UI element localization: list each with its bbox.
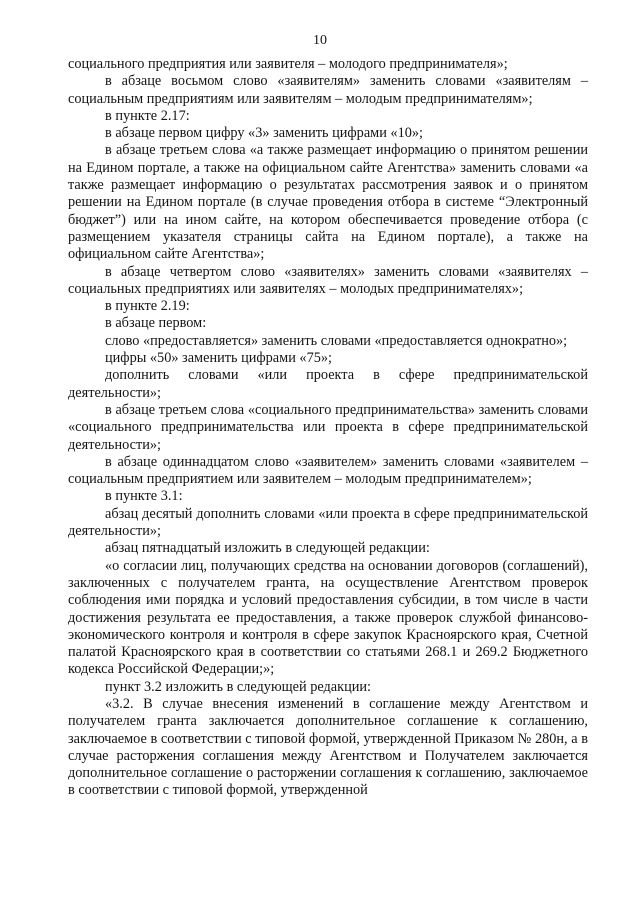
paragraph: социального предприятия или заявителя – молодого предпринимателя»; [68,56,508,72]
paragraph: дополнить словами «или проекта в сфере предпринимательской деятельности»; [68,367,588,401]
paragraph: в абзаце первом цифру «3» заменить цифрами «10»; [105,125,424,142]
paragraph: абзац пятнадцатый изложить в следующей редакции: [105,540,430,557]
paragraph: слово «предоставляется» заменить словами «предоставляется однократно»; [105,332,568,349]
paragraph: в абзаце третьем слова «а также размещает информацию о принятом решении на Едином портале, а также на официальном сайте Агентства» заменить словами «а также размещает информацию о результатах рассмотрения заявок и о принятом решении на Едином портале (в случае проведения отбора в системе “Электронный бюджет”) или на ином сайте, на котором обеспечивается проведение отбора (с размещением указателя страницы сайта на Едином портале), а также на официальном сайте Агентства»; [68,142,588,263]
paragraph: в абзаце одиннадцатом слово «заявителем» заменить словами «заявителем – социальным предприятием или заявителем – молодым предпринимателем»; [68,453,588,488]
paragraph: в пункте 2.19: [105,298,190,315]
paragraph: «3.2. В случае внесения изменений в соглашение между Агентством и получателем гранта заключается дополнительное соглашение к соглашению, заключаемое в соответствии с типовой формой, утвержденной Приказом № 280н, а в случае расторжения соглашения между Агентством и Получателем заключается дополнительное соглашение о расторжении соглашения к соглашению, заключаемое в соответствии с типовой формой, утвержденной [68,695,588,799]
paragraph: пункт 3.2 изложить в следующей редакции: [105,678,372,695]
paragraph: в абзаце четвертом слово «заявителях» заменить словами «заявителях – социальных предприятиях или заявителях – молодых предпринимателях»; [68,263,588,297]
paragraph: в пункте 3.1: [105,488,183,505]
paragraph: в пункте 2.17: [105,107,190,124]
paragraph: «о согласии лиц, получающих средства на основании договоров (соглашений), заключенных с получателем гранта, на осуществление Агентством проверок соблюдения ими порядка и условий предоставления субсидии, в том числе в части достижения результата ее предоставления, а также проверок службой финансово-экономического контроля и контроля в сфере закупок Красноярского края, Счетной палатой Красноярского края в соответствии со статьями 268.1 и 269.2 Бюджетного кодекса Российской Федерации;»; [68,557,588,678]
page-number: 10 [313,33,327,48]
document-body [68,56,588,800]
paragraph: в абзаце третьем слова «социального предпринимательства» заменить словами «социального предпринимательства или проекта в сфере предпринимательской деятельности»; [68,401,588,453]
paragraph: цифры «50» заменить цифрами «75»; [105,350,332,367]
paragraph: в абзаце восьмом слово «заявителям» заменить словами «заявителям – социальным предприятиям или заявителям – молодым предпринимателям»; [68,73,588,107]
paragraph: в абзаце первом: [105,315,207,332]
paragraph: абзац десятый дополнить словами «или проекта в сфере предпринимательской деятельности»; [68,505,588,540]
